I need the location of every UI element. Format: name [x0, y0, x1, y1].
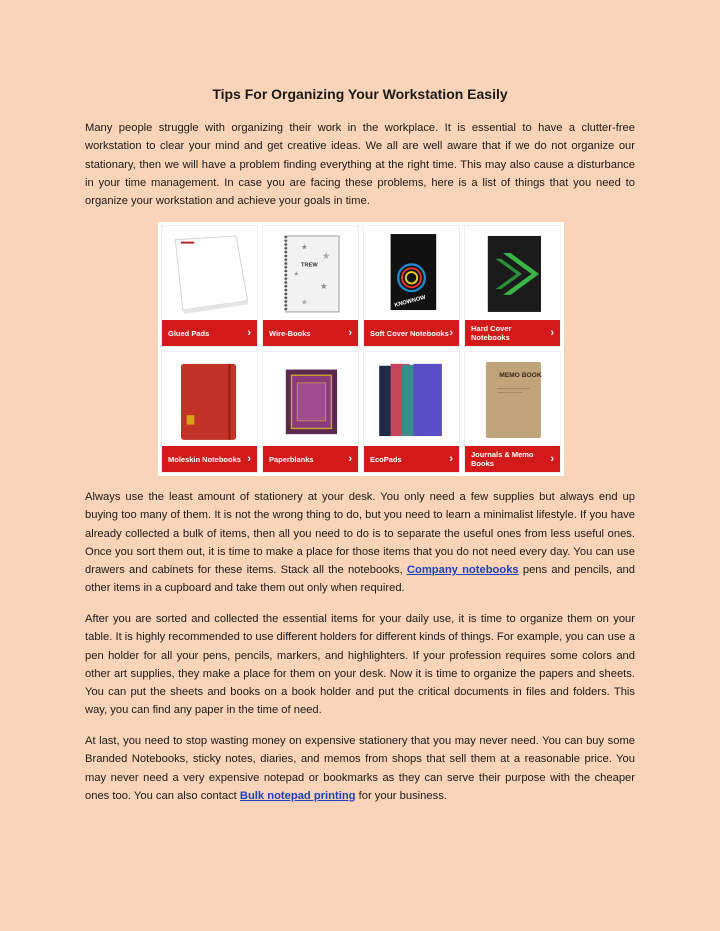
chevron-right-icon: ›: [348, 326, 352, 339]
wire-book-image: [263, 226, 358, 320]
paragraph-text: pens and pencils, and other items in a cupboard and take them out only when required.: [85, 564, 636, 595]
product-tile-paperblanks[interactable]: [262, 351, 359, 473]
chevron-right-icon: ›: [247, 452, 251, 465]
page-title: Tips For Organizing Your Workstation Easily: [212, 86, 508, 102]
chevron-right-icon: ›: [348, 452, 352, 465]
money-paragraph: [85, 732, 635, 805]
product-tile-ecopads[interactable]: [363, 351, 460, 473]
svg-text:★: ★: [301, 297, 308, 307]
svg-text:MEMO BOOK: MEMO BOOK: [499, 372, 542, 380]
product-tile-soft-cover-notebooks[interactable]: [363, 225, 460, 347]
company-notebooks-link[interactable]: Company notebooks: [406, 564, 519, 577]
bulk-notepad-printing-link[interactable]: Bulk notepad printing: [239, 789, 356, 802]
chevron-right-icon: ›: [449, 452, 453, 465]
chevron-right-icon: ›: [449, 326, 453, 339]
paragraph-text: for your business.: [355, 789, 447, 802]
intro-paragraph: Many people struggle with organizing their work in the workplace. It is essential to have a clutter-free workstation to clear your mind and get creative ideas. We all are well aware that if we do not organize our stationary, then we will have a problem finding everything at the right time. This may also cause a disturbance in your time management. In case you are facing these problems, here is a list of things that you need to organize your workstation and achieve your goals in time.: [85, 122, 635, 208]
svg-text:★: ★: [301, 242, 308, 252]
paragraph-text: Always use the least amount of stationery at your desk. You only need a few supplies but always end up buying too many of them. It is not the wrong thing to do, but you need to learn a minimalist lifestyle. If you have already collected a bulk of items, then all you need to do is to separate the useful ones from less useful ones. Once you sort them out, it is time to make a place for those items that you do not need every day. You can use drawers and cabinets for these items. Stack all the notebooks,: [85, 491, 635, 577]
glued-pad-image: [162, 226, 257, 320]
svg-text:KNOWNOW: KNOWNOW: [393, 294, 427, 309]
organize-paragraph: After you are sorted and collected the essential items for your daily use, it is time to organize them on your table. It is highly recommended to use different holders for different kinds of things. For example, you can use a pen holder for all your pens, pencils, markers, and highlighters. If your profession requires some colors and other art supplies, they make a place for them on your desk. Now it is time to organize the papers and sheets. You can put the sheets and books on a book holder and put the critical documents in files and folders. This way, you can find any paper in the time of need.: [85, 613, 635, 717]
product-label: Moleskin Notebooks: [168, 454, 241, 464]
svg-text:TREW: TREW: [301, 262, 318, 269]
svg-text:★: ★: [320, 281, 328, 292]
soft-cover-notebook-image: [364, 226, 459, 320]
product-label: Glued Pads: [168, 328, 210, 338]
product-tile-wire-books[interactable]: [262, 225, 359, 347]
product-tile-journals-memo-books[interactable]: [464, 351, 561, 473]
hard-cover-notebook-image: [465, 226, 560, 320]
svg-text:★: ★: [321, 250, 331, 262]
paperblanks-image: [263, 352, 358, 446]
product-tile-moleskin-notebooks[interactable]: [161, 351, 258, 473]
ecopads-image: [364, 352, 459, 446]
svg-text:★: ★: [293, 270, 300, 278]
product-label: EcoPads: [370, 454, 402, 464]
product-label: Wire-Books: [269, 328, 311, 338]
journal-memo-image: [465, 352, 560, 446]
chevron-right-icon: ›: [247, 326, 251, 339]
paragraph-text: At last, you need to stop wasting money on expensive stationery that you may never need. You can buy some Branded Notebooks, sticky notes, diaries, and memos from shops that sell them at a reasonable price. You may never need a very expensive notepad or bookmarks as they can serve their purpose with the cheaper ones too. You can also contact: [85, 735, 635, 802]
product-label: Paperblanks: [269, 454, 314, 464]
minimalism-paragraph: [85, 488, 635, 598]
product-label: Hard Cover Notebooks: [471, 324, 512, 342]
chevron-right-icon: ›: [550, 452, 554, 465]
product-label: Journals & Memo Books: [471, 450, 534, 468]
product-grid: [158, 222, 564, 476]
product-tile-glued-pads[interactable]: [161, 225, 258, 347]
product-label: Soft Cover Notebooks: [370, 328, 449, 338]
product-tile-hard-cover-notebooks[interactable]: [464, 225, 561, 347]
chevron-right-icon: ›: [550, 326, 554, 339]
moleskin-notebook-image: [162, 352, 257, 446]
